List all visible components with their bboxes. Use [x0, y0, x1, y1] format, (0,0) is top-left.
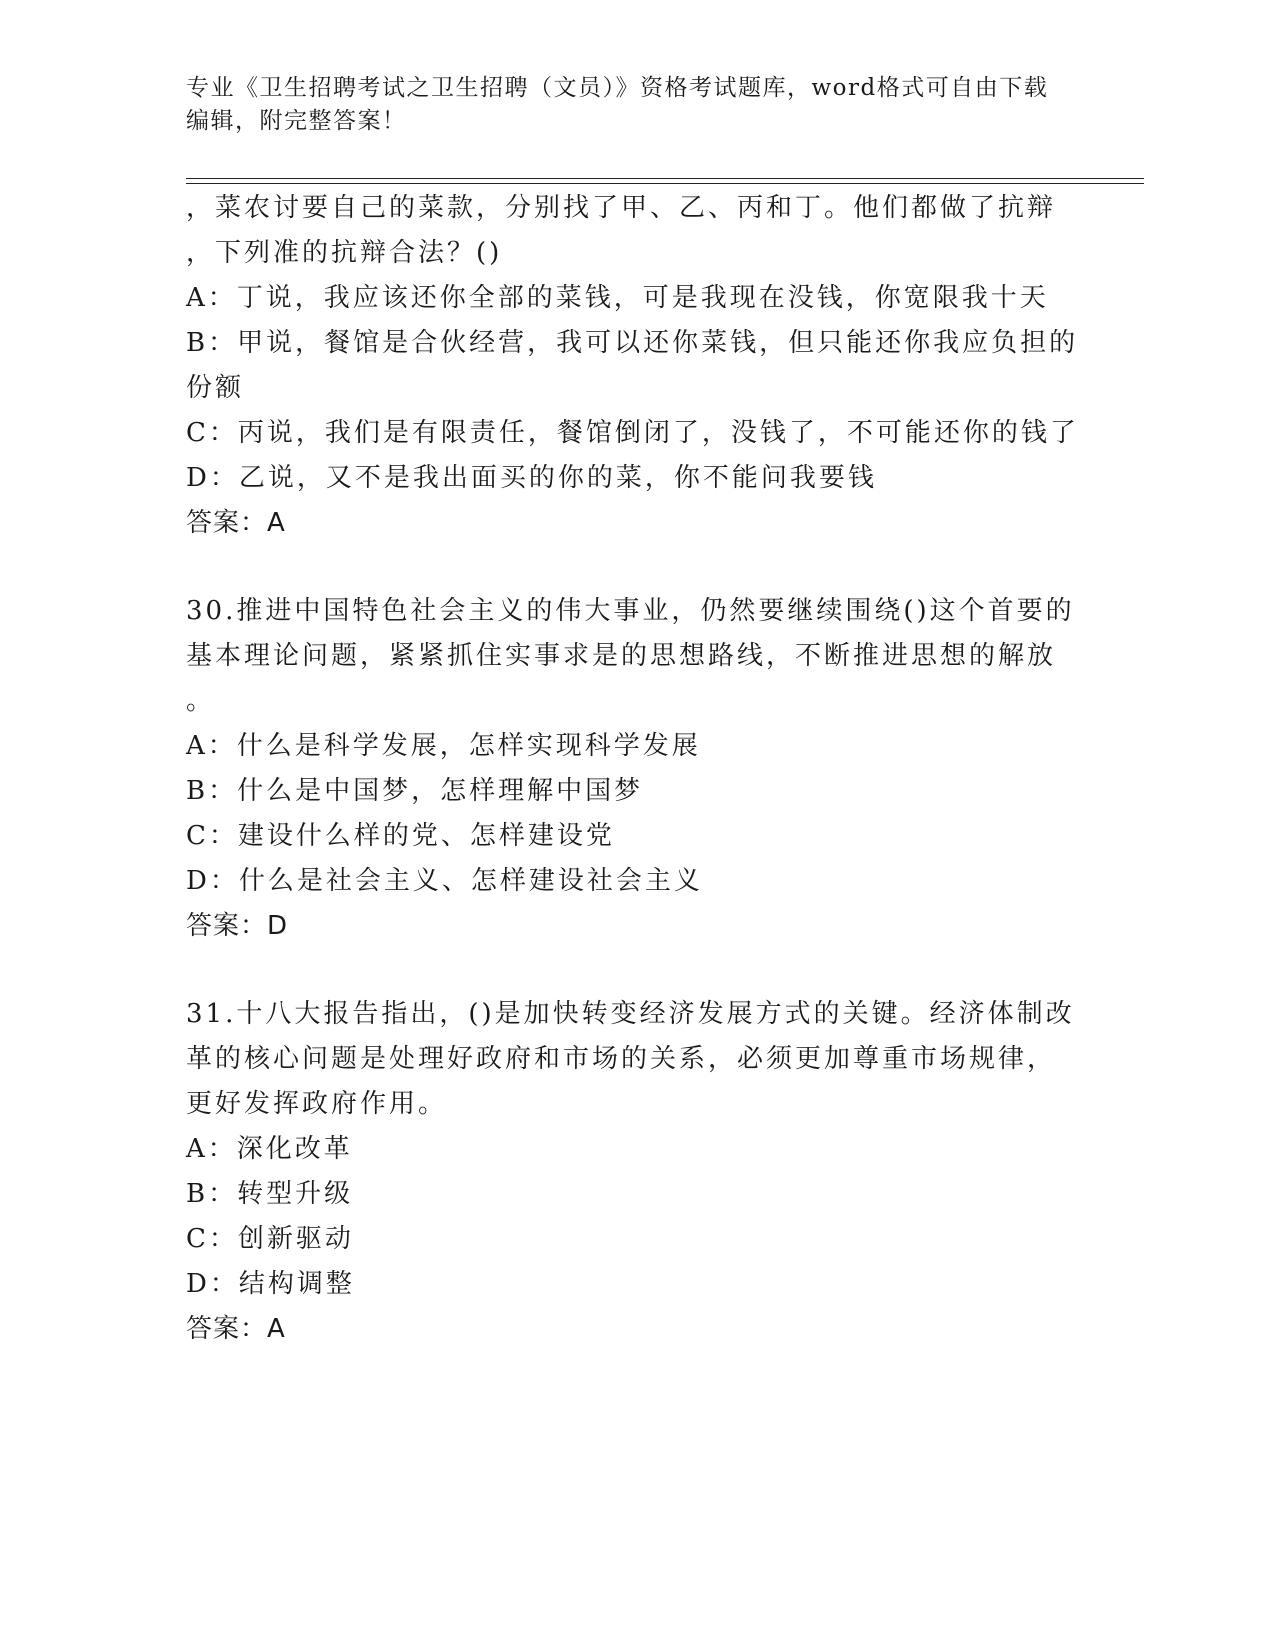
option-d: D：什么是社会主义、怎样建设社会主义: [186, 866, 703, 896]
question-stem: ，下列准的抗辩合法？(): [186, 238, 503, 268]
option-b: B：甲说，餐馆是合伙经营，我可以还你菜钱，但只能还你我应负担的: [186, 328, 1079, 358]
option-c: C：创新驱动: [186, 1224, 354, 1254]
question-stem: 革的核心问题是处理好政府和市场的关系，必须更加尊重市场规律，: [186, 1044, 1057, 1074]
header-rule-bottom: [186, 183, 1144, 184]
option-a: A：什么是科学发展，怎样实现科学发展: [186, 731, 701, 761]
option-c: C：丙说，我们是有限责任，餐馆倒闭了，没钱了，不可能还你的钱了: [186, 418, 1079, 448]
question-stem: 基本理论问题，紧紧抓住实事求是的思想路线，不断推进思想的解放: [186, 641, 1057, 671]
option-d: D：乙说，又不是我出面买的你的菜，你不能问我要钱: [186, 463, 877, 493]
header-rule-top: [186, 178, 1144, 179]
question-30: [186, 589, 1075, 949]
answer-label: 答案：A: [186, 508, 286, 538]
question-spacer: [186, 949, 1066, 992]
header-line-1: 专业《卫生招聘考试之卫生招聘（文员）》资格考试题库，word格式可自由下载: [186, 75, 1049, 101]
option-b-continued: 份额: [186, 373, 245, 403]
question-stem: 30.推进中国特色社会主义的伟大事业，仍然要继续围绕()这个首要的: [186, 596, 1075, 626]
option-a: A：深化改革: [186, 1134, 353, 1164]
page-header: [186, 72, 1066, 138]
question-stem: 更好发挥政府作用。: [186, 1089, 448, 1119]
question-stem: 。: [186, 686, 216, 716]
option-d: D：结构调整: [186, 1269, 355, 1299]
option-a: A：丁说，我应该还你全部的菜钱，可是我现在没钱，你宽限我十天: [186, 283, 1049, 313]
question-spacer: [186, 546, 1066, 589]
question-29: [186, 186, 1079, 546]
option-c: C：建设什么样的党、怎样建设党: [186, 821, 615, 851]
question-stem: 31.十八大报告指出，()是加快转变经济发展方式的关键。经济体制改: [186, 999, 1075, 1029]
question-stem: ，菜农讨要自己的菜款，分别找了甲、乙、丙和丁。他们都做了抗辩: [186, 193, 1057, 223]
answer-label: 答案：A: [186, 1314, 286, 1344]
header-line-2: 编辑，附完整答案！: [186, 108, 407, 134]
option-b: B：什么是中国梦，怎样理解中国梦: [186, 776, 644, 806]
question-list: [186, 186, 1079, 1352]
answer-label: 答案：D: [186, 911, 289, 941]
option-b: B：转型升级: [186, 1179, 354, 1209]
question-31: [186, 992, 1075, 1352]
